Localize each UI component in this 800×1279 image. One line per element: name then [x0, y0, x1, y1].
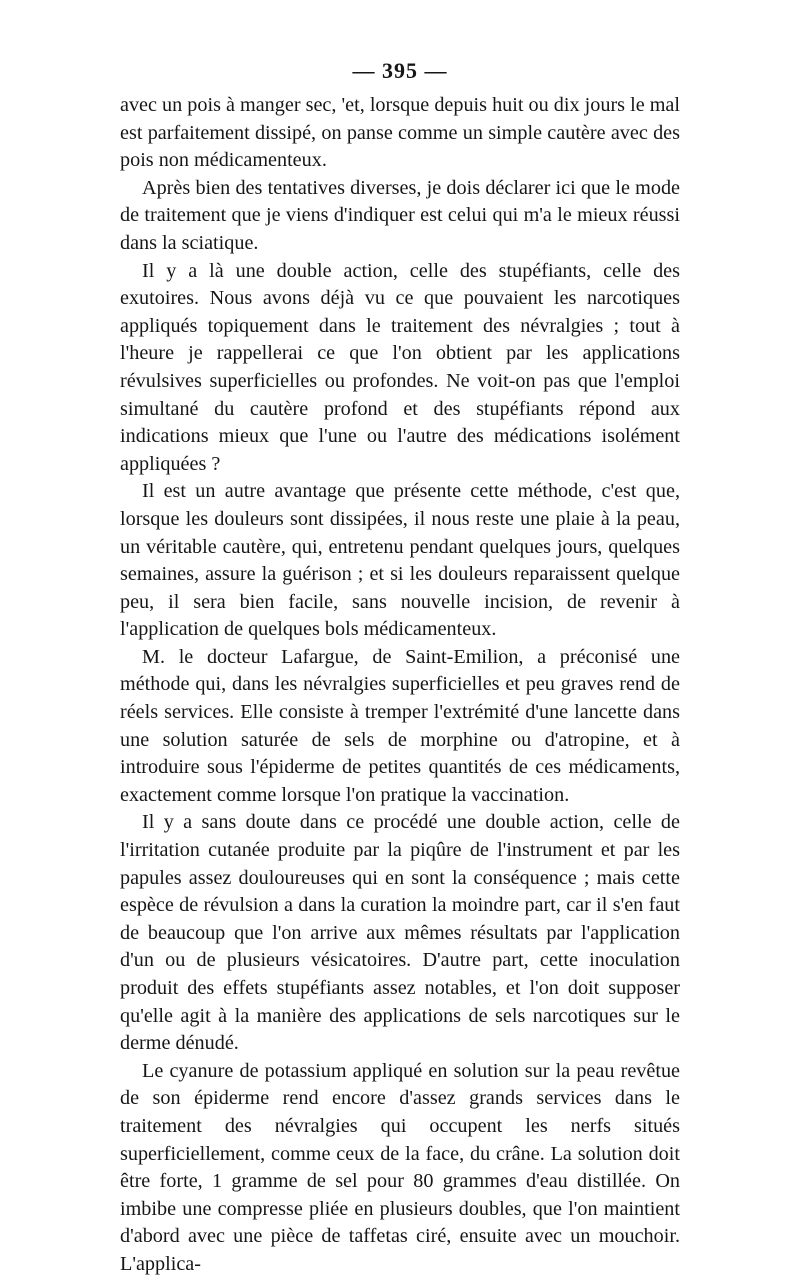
paragraph-7: Le cyanure de potassium appliqué en solution sur la peau revêtue de son épiderme rend encore d'assez grands services dans le traitement des névralgies qui occupent les nerfs situés superficiellement, comme ceux de la face, du crâne. La solution doit être forte, 1 gramme de sel pour 80 grammes d'eau distillée. On imbibe une compresse pliée en plusieurs doubles, que l'on maintient d'abord avec une pièce de taffetas ciré, ensuite avec un mouchoir. L'applica- [120, 1059, 680, 1275]
page-number: — 395 — [352, 58, 448, 83]
paragraph-2: Après bien des tentatives diverses, je dois déclarer ici que le mode de traitement que je viens d'indiquer est celui qui m'a le mieux réussi dans la sciatique. [120, 176, 680, 254]
paragraph-1: avec un pois à manger sec, 'et, lorsque depuis huit ou dix jours le mal est parfaitement dissipé, on panse comme un simple cautère avec des pois non médicamenteux. [120, 94, 680, 172]
paragraph-6: Il y a sans doute dans ce procédé une double action, celle de l'irritation cutanée produite par la piqûre de l'instrument et par les papules assez douloureuses qui en sont la conséquence ; mais cette espèce de révulsion a dans la curation la moindre part, car il s'en faut de beaucoup que l'on arrive aux mêmes résultats par l'application d'un ou de plusieurs vésicatoires. D'autre part, cette inoculation produit des effets stupéfiants assez notables, et l'on doit supposer qu'elle agit à la manière des applications de sels narcotiques sur le derme dénudé. [120, 811, 680, 1055]
paragraph-5: M. le docteur Lafargue, de Saint-Emilion, a préconisé une méthode qui, dans les névralgies superficielles et peu graves rend de réels services. Elle consiste à tremper l'extrémité d'une lancette dans une solution saturée de sels de morphine ou d'atropine, et à introduire sous l'épiderme de petites quantités de ces médicaments, exactement comme lorsque l'on pratique la vaccination. [120, 645, 680, 806]
paragraph-3: Il y a là une double action, celle des stupéfiants, celle des exutoires. Nous avons déjà vu ce que pouvaient les narcotiques appliqués topiquement dans le traitement des névralgies ; tout à l'heure je rappellerai ce que l'on obtient par les applications révulsives superficielles ou profondes. Ne voit-on pas que l'emploi simultané du cautère profond et des stupéfiants répond aux indications mieux que l'une ou l'autre des médications isolément appliquées ? [120, 259, 680, 475]
book-page [120, 56, 680, 1279]
paragraph-4: Il est un autre avantage que présente cette méthode, c'est que, lorsque les douleurs sont dissipées, il nous reste une plaie à la peau, un véritable cautère, qui, entretenu pendant quelques jours, quelques semaines, assure la guérison ; et si les douleurs reparaissent quelque peu, il sera bien facile, sans nouvelle incision, de revenir à l'application de quelques bols médicamenteux. [120, 480, 680, 641]
